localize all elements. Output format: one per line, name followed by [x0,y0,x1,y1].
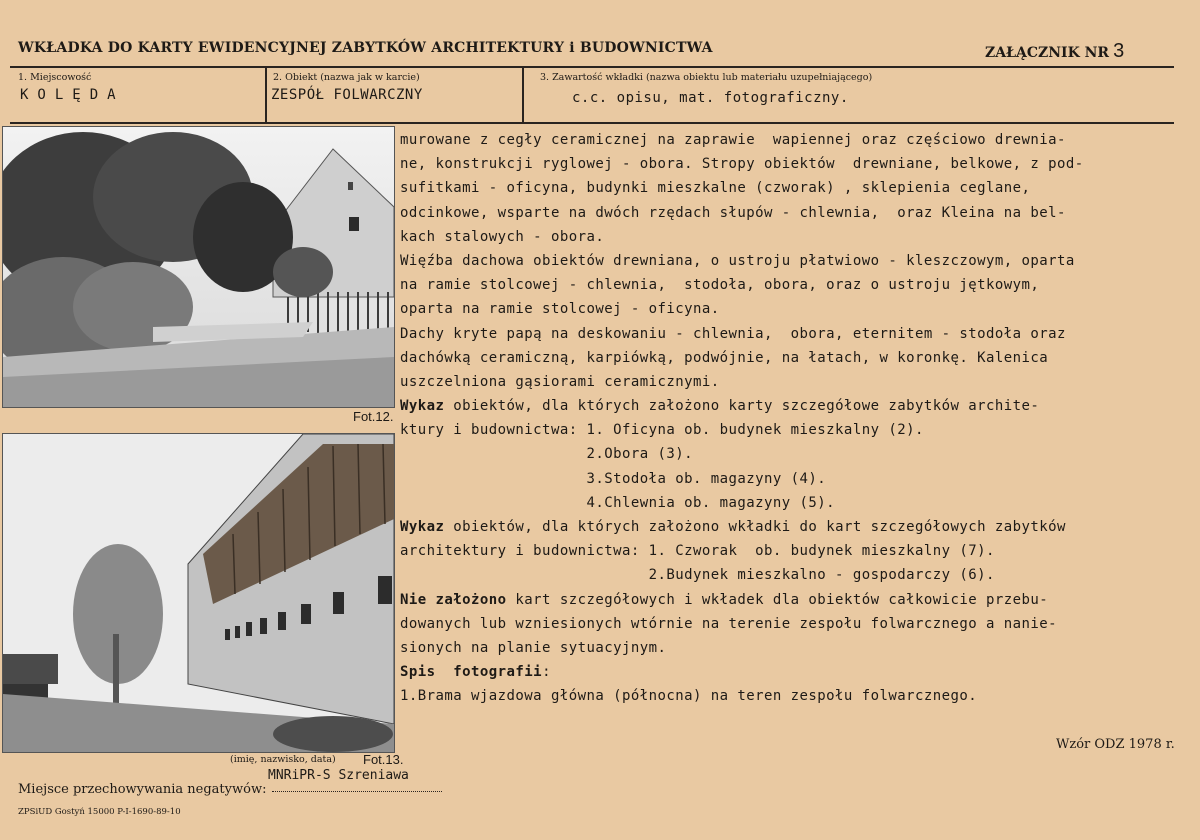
negatives-dotted-line [272,791,442,792]
photo-gate [2,126,395,408]
text-line [400,322,1190,346]
text-line-content: architektury i budownictwa: 1. Czworak ob. budynek mieszkalny (7). [400,543,995,560]
field-divider-2 [522,66,524,124]
text-line-content: dachówką ceramiczną, karpiówką, podwójnie, na łatach, w koronkę. Kalenica [400,349,1049,366]
text-line-content: 1.Brama wjazdowa główna (północna) na teren zespołu folwarcznego. [400,688,978,705]
text-line-content: sionych na planie sytuacyjnym. [400,639,667,656]
text-line [400,636,1190,660]
text-line-content: : [542,664,551,681]
field-divider-1 [265,66,267,124]
text-line [400,370,1190,394]
photo-building [2,433,395,753]
text-line-content: murowane z cegły ceramicznej na zaprawie wapiennej oraz częściowo drewnia- [400,132,1066,148]
locality-value: KOLĘDA [20,87,125,103]
text-line [400,442,1190,466]
text-line-bold: Wykaz [400,519,445,535]
negatives-location-value: MNRiPR-S Szreniawa [268,768,409,783]
annex-label [985,40,1124,63]
text-line-content: Dachy kryte papą na deskowaniu - chlewnia, obora, eternitem - stodoła oraz [400,325,1066,342]
text-line [400,176,1190,200]
text-line [400,418,1190,442]
text-line [400,467,1190,491]
object-label: 2. Obiekt (nazwa jak w karcie) [273,72,420,83]
text-line [400,612,1190,636]
header-rule-top [10,66,1174,68]
text-line [400,394,1190,418]
text-line [400,563,1190,587]
text-line-content: dowanych lub wzniesionych wtórnie na terenie zespołu folwarcznego a nanie- [400,615,1058,632]
text-line [400,249,1190,273]
text-line-bold: Spis fotografii [400,664,543,681]
content-label: 3. Zawartość wkładki (nazwa obiektu lub materiału uzupełniającego) [540,72,873,83]
text-line-bold: Nie założono [400,591,507,608]
photo2-caption: Fot.13. [363,752,404,767]
locality-label: 1. Miejscowość [18,72,92,83]
text-line-content: odcinkowe, wsparte na dwóch rzędach słupów - chlewnia, oraz Kleina na bel- [400,204,1066,221]
negatives-location-label: Miejsce przechowywania negatywów: [18,782,267,797]
text-line [400,225,1190,249]
print-info: ZPSiUD Gostyń 15000 P-I-1690-89-10 [18,807,181,817]
text-line [400,297,1190,321]
header-rule-bottom [10,122,1174,124]
text-line [400,273,1190,297]
text-line [400,684,1190,708]
text-line-content: obiektów, dla których założono karty szczegółowe zabytków archite- [444,398,1040,415]
text-line-content: uszczelniona gąsiorami ceramicznymi. [400,373,720,390]
text-line [400,201,1190,225]
text-line-content: sufitkami - oficyna, budynki mieszkalne (czworak) , sklepienia ceglane, [400,180,1031,197]
text-line-content: kach stalowych - obora. [400,228,605,245]
text-line [400,660,1190,684]
text-line [400,346,1190,370]
content-value: c.c. opisu, mat. fotograficzny. [572,90,849,106]
annex-number: 3 [1113,40,1125,62]
text-line [400,128,1190,152]
text-line-content: ktury i budownictwa: 1. Oficyna ob. budynek mieszkalny (2). [400,422,924,439]
form-title: WKŁADKA DO KARTY EWIDENCYJNEJ ZABYTKÓW ARCHITEKTURY i BUDOWNICTWA [18,40,713,56]
description-text [400,128,1190,709]
text-line-content: 4.Chlewnia ob. magazyny (5). [400,494,836,511]
text-line-content: obiektów, dla których założono wkładki do kart szczegółowych zabytków [444,519,1066,535]
text-line [400,152,1190,176]
text-line [400,515,1190,539]
object-value: ZESPÓŁ FOLWARCZNY [271,87,423,103]
text-line-content: Więźba dachowa obiektów drewniana, o ustroju płatwiowo - kleszczowym, oparta [400,252,1075,269]
text-line-content: 3.Stodoła ob. magazyny (4). [400,470,827,487]
text-line-content: oparta na ramie stolcowej - oficyna. [400,301,720,318]
text-line [400,588,1190,612]
author-date-label: (imię, nazwisko, data) [230,754,336,765]
annex-text: ZAŁĄCZNIK NR [985,45,1110,61]
text-line-content: ne, konstrukcji ryglowej - obora. Stropy obiektów drewniane, belkowe, z pod- [400,156,1084,173]
text-line-content: kart szczegółowych i wkładek dla obiektów całkowicie przebu- [506,591,1049,608]
text-line [400,491,1190,515]
photo1-caption: Fot.12. [353,409,394,424]
text-line-bold: Wykaz [400,398,445,415]
text-line-content: 2.Budynek mieszkalno - gospodarczy (6). [400,567,995,584]
text-line-content: 2.Obora (3). [400,446,693,463]
text-line-content: na ramie stolcowej - chlewnia, stodoła, obora, oraz o ustroju jętkowym, [400,277,1040,294]
text-line [400,539,1190,563]
template-note: Wzór ODZ 1978 r. [1056,737,1175,752]
